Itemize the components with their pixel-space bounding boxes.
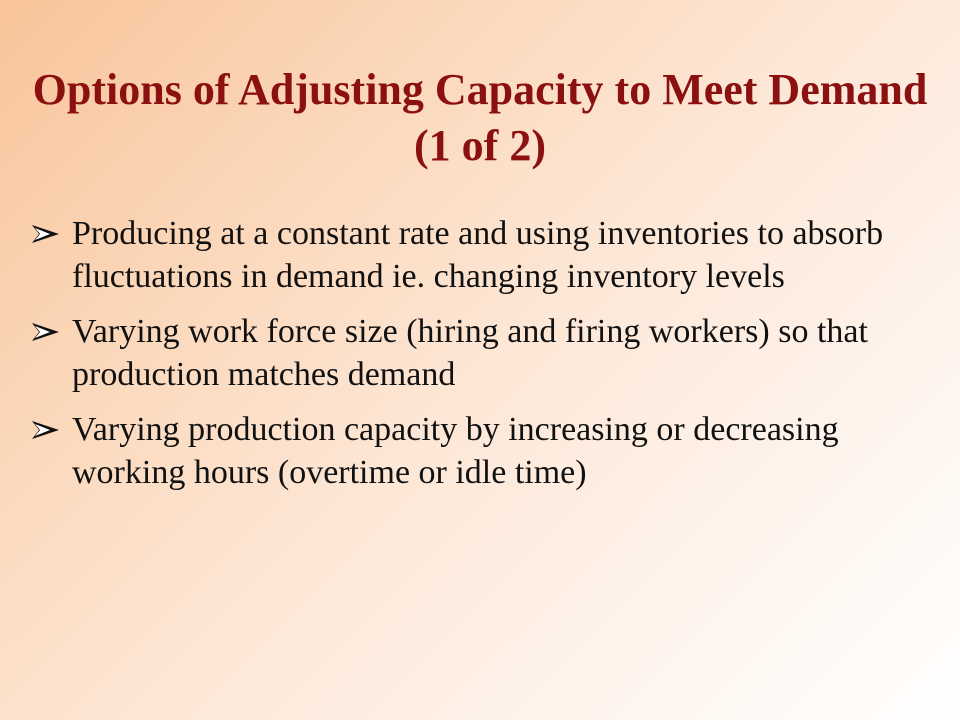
bullet-item-1 [30,212,950,298]
arrowhead-bullet-icon [32,323,59,341]
arrowhead-bullet-icon [32,225,59,243]
bullet-text-3: Varying production capacity by increasing or decreasing working hours (overtime or idle time) [72,411,839,491]
arrowhead-bullet-icon [32,421,59,439]
bullet-text-2: Varying work force size (hiring and firing workers) so that production matches demand [72,313,868,393]
slide-title: Options of Adjusting Capacity to Meet Demand (1 of 2) [32,65,928,170]
bullet-text-1: Producing at a constant rate and using inventories to absorb fluctuations in demand ie. changing inventory levels [72,215,884,295]
bullet-item-3 [30,408,950,494]
bullet-list [30,212,950,506]
bullet-item-2 [30,310,950,396]
